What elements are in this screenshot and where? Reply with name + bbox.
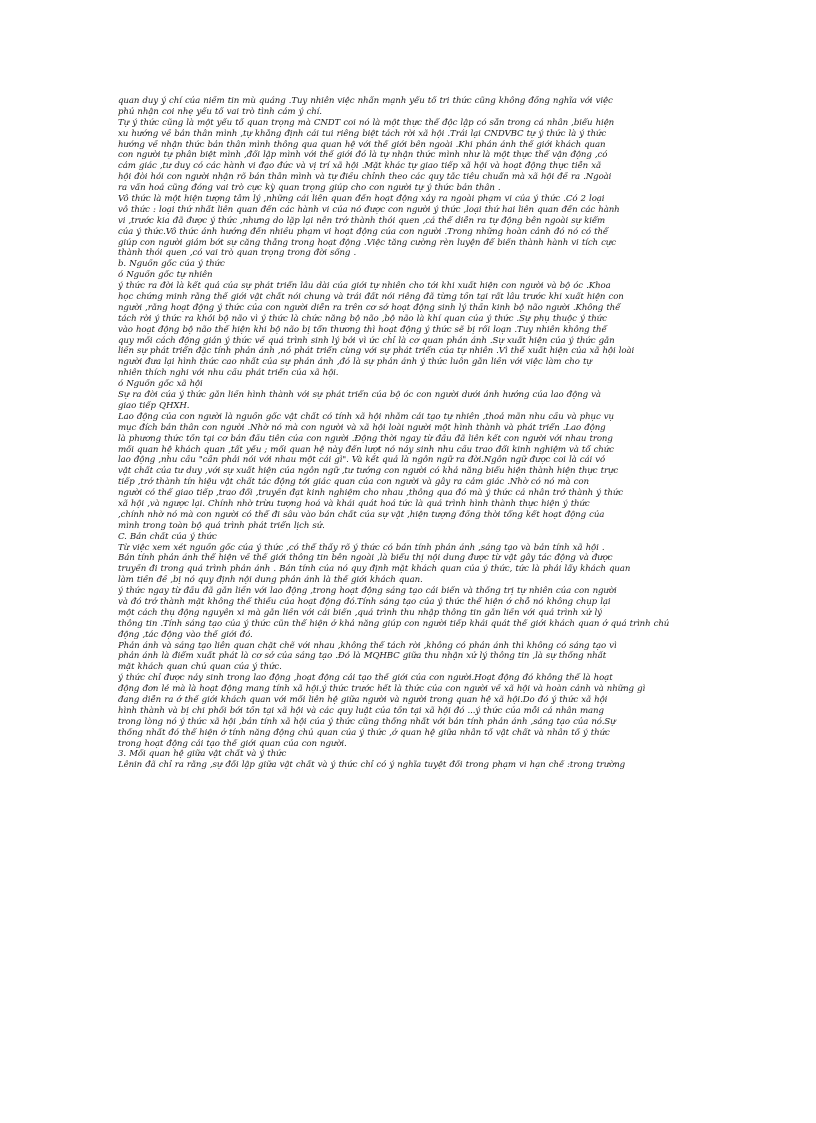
text-line: và đó trở thành mặt không thể thiếu của hoạt động đó.Tính sáng tạo của ý thức thể hiện ở chỗ nó không chụp lại (118, 596, 611, 607)
text-line: Phản ánh và sáng tạo liên quan chặt chẽ với nhau ,không thể tách rời ,không có phản ánh thì không có sáng tạo vì (118, 640, 617, 651)
text-line: Lao động của con người là nguồn gốc vật chất có tính xã hội nhằm cải tạo tự nhiên ,thoả mãn nhu cầu và phục vụ (118, 411, 614, 422)
text-line: vật chất của tư duy ,với sự xuất hiện của ngôn ngữ ,tư tưởng con người có khả năng biểu hiện thành hiện thực trực (118, 466, 619, 477)
text-line: mối quan hệ khách quan ,tất yếu ; mối quan hệ này đến lượt nó nảy sinh nhu cầu trao đổi kinh nghiệm và tổ chức (118, 444, 614, 455)
text-line: giao tiếp QHXH. (118, 400, 190, 411)
text-line: xã hội ,và ngược lại. Chính nhờ trừu tượng hoá và khái quát hoá tức là quá trình hình thành thực hiện ý thức (118, 498, 590, 509)
text-line: là phương thức tồn tại cơ bản đầu tiên của con người .Động thời ngay từ đầu đã liên kết con người với nhau trong (118, 433, 613, 444)
text-line: ra vấn hoá cũng đóng vai trò cực kỳ quan trọng giúp cho con người tự ý thức bản thân . (118, 183, 501, 194)
text-line: 3. Mối quan hệ giữa vật chất và ý thức (118, 749, 287, 760)
text-line: cảm giác ,tư duy có các hành vi đạo đức và vị trí xã hội .Mặt khác tự giao tiếp xã hội và hoạt động thực tiễn xã (118, 161, 602, 172)
text-line: một cách thụ động nguyên xi mà gắn liền với cải biến ,quá trình thu nhập thông tin gắn liền với quá trình xử lý (118, 607, 602, 618)
text-line: lao động ,nhu cầu "cần phải nói với nhau một cái gì". Và kết quả là ngôn ngữ ra đời.Ngôn ngữ được coi là cái vỏ (118, 455, 606, 466)
text-line: vào hoạt động bộ não thể hiện khi bộ não bị tổn thương thì hoạt động ý thức sẽ bị rối loạn .Tuy nhiên không thể (118, 324, 607, 335)
text-line: trong hoạt động cải tạo thế giới quan của con người. (118, 738, 347, 749)
text-line: Sự ra đời của ý thức gắn liền hình thành với sự phát triển của bộ óc con người dưới ảnh hưởng của lao động và (118, 390, 601, 401)
text-line: người đưa lại hình thức cao nhất của sự phản ánh ,đó là sự phản ánh ý thức luôn gắn liền với việc làm cho tự (118, 357, 592, 368)
text-line: ó Nguồn gốc tự nhiên (118, 270, 213, 281)
text-line: Từ việc xem xét nguồn gốc của ý thức ,có thể thấy rõ ý thức có bản tính phản ánh ,sáng tạo và bản tính xã hội . (118, 542, 605, 553)
text-line: vi ,trước kia đã được ý thức ,nhưng do lặp lại nên trở thành thói quen ,cá thể diễn ra tự động bên ngoài sự kiểm (118, 215, 606, 226)
text-line: phản ánh là điểm xuất phát là cơ sở của sáng tạo .Đó là MQHBC giữa thu nhận xử lý thông tin ,là sự thống nhất (118, 651, 607, 662)
text-line: nhiên thích nghi với nhu cầu phát triển của xã hội. (118, 368, 339, 379)
text-line: thành thói quen ,có vai trò quan trọng trong đời sống . (118, 248, 357, 259)
text-line: con người tự phân biệt mình ,đối lập mình với thế giới đó là tự nhận thức mình như là một thực thể vận động ,có (118, 150, 608, 161)
text-line: tách rời ý thức ra khỏi bộ não vì ý thức là chức năng bộ não ,bộ não là khí quan của ý thức .Sự phụ thuộc ý thức (118, 313, 607, 324)
text-line: b. Nguồn gốc của ý thức (118, 259, 225, 270)
text-line: hội đòi hỏi con người nhận rõ bản thân mình và tự điều chỉnh theo các quy tắc tiêu chuẩn mà xã hội đề ra .Ngoài (118, 172, 612, 183)
text-line: tiếp ,trở thành tín hiệu vật chất tác động tới giác quan của con người và gây ra cảm giác .Nhờ có nó mà con (118, 477, 589, 488)
text-line: Vô thức là một hiện tượng tâm lý ,những cái liên quan đến hoạt động xảy ra ngoài phạm vi của ý thức .Có 2 loại (118, 194, 605, 205)
text-line: ý thức chỉ được nảy sinh trong lao động ,hoạt động cải tạo thế giới của con người.Hoạt động đó không thể là hoạt (118, 673, 613, 684)
text-line: động ,tác động vào thế giới đó. (118, 629, 253, 640)
text-line: của ý thức.Vô thức ảnh hưởng đến nhiều phạm vi hoạt động của con người .Trong những hoàn cảnh đó nó có thể (118, 226, 609, 237)
text-line: truyền đi trong quá trình phản ánh . Bản tính của nó quy định mặt khách quan của ý thức, tức là phải lấy khách quan (118, 564, 631, 575)
text-line: ý thức ngay từ đầu đã gắn liền với lao động ,trong hoạt động sáng tạo cải biến và thống trị tự nhiên của con người (118, 586, 617, 597)
text-line: C. Bản chất của ý thức (118, 531, 217, 542)
text-line: người có thể giao tiếp ,trao đổi ,truyền đạt kinh nghiệm cho nhau ,thông qua đó mà ý thức cá nhân trở thành ý thức (118, 488, 623, 499)
text-line: học chứng minh rằng thế giới vật chất nói chung và trái đất nói riêng đã từng tồn tại rất lâu trước khi xuất hiện con (118, 292, 624, 303)
text-line: ý thức ra đời là kết quả của sự phát triển lâu dài của giới tự nhiên cho tới khi xuất hiện con người và bộ óc .Khoa (118, 281, 611, 292)
text-line: làm tiền đề ,bị nó quy định nội dung phản ánh là thế giới khách quan. (118, 575, 423, 586)
text-line: liền sự phát triển đặc tính phản ánh ,nó phát triển cùng với sự phát triển của tự nhiên .Vì thế xuất hiện của xã hội loài (118, 346, 635, 357)
text-line: ,chính nhờ nó mà con người có thể đi sâu vào bản chất của sự vật ,hiện tượng đồng thời tổng kết hoạt động của (118, 509, 605, 520)
text-line: mục đích bản thân con người .Nhờ nó mà con người và xã hội loài người một hình thành và phát triển .Lao động (118, 422, 606, 433)
text-line: động đơn lẻ mà là hoạt động mang tính xã hội.ý thức trước hết là thức của con người về xã hội và hoàn cảnh và những gì (118, 684, 646, 695)
text-line: mình trong toàn bộ quá trình phát triển lịch sử. (118, 520, 325, 531)
text-line: Bản tính phản ánh thể hiện về thế giới thông tin bên ngoài ,là biểu thị nội dung được từ vật gây tác động và được (118, 553, 613, 564)
text-line: phủ nhận coi nhẹ yếu tố vai trò tình cảm ý chí. (118, 106, 322, 117)
text-line: thông tin .Tính sáng tạo của ý thức cũn thể hiện ở khả năng giúp con người tiếp khái quát thế giới khách quan ở quá trình chủ (118, 618, 670, 629)
text-line: quan duy ý chí của niềm tin mù quáng .Tuy nhiên việc nhấn mạnh yếu tố tri thức cũng không đồng nghĩa với việc (118, 96, 613, 106)
document-page (118, 96, 698, 771)
text-line: hình thành và bị chi phối bởi tồn tại xã hội và các quy luật của tồn tại xã hội đó ...ý thức của mỗi cá nhân mang (118, 705, 604, 716)
text-line: ó Nguồn gốc xã hội (118, 379, 203, 390)
text-line: mặt khách quan chủ quan của ý thức. (118, 662, 282, 673)
text-line: trong lòng nó ý thức xã hội ,bản tính xã hội của ý thức cũng thống nhất với bản tính phản ánh ,sáng tạo của nó.Sự (118, 716, 616, 727)
text-line: Lênin đã chỉ ra rằng ,sự đối lập giữa vật chất và ý thức chỉ có ý nghĩa tuyệt đối trong phạm vi hạn chế :trong trường (118, 760, 626, 771)
text-line: giúp con người giảm bớt sự căng thẳng trong hoạt động .Việc tăng cường rèn luyện để biến thành hành vi tích cực (118, 237, 616, 248)
text-line: đang diễn ra ở thế giới khách quan với mối liên hệ giữa người và người trong quan hệ xã hội.Do đó ý thức xã hội (118, 694, 608, 705)
text-line: hướng về nhận thức bản thân mình thông qua quan hệ với thế giới bên ngoài .Khi phản ánh thế giới khách quan (118, 139, 606, 150)
text-line: người ,rằng hoạt động ý thức của con người diễn ra trên cơ sở hoạt động sinh lý thần kinh bộ não người .Không thể (118, 302, 621, 313)
text-line: thống nhất đó thể hiện ở tính năng động chủ quan của ý thức ,ở quan hệ giữa nhân tố vật chất và nhân tố ý thức (118, 727, 610, 738)
text-line: quy mối cách động giản ý thức về quá trình sinh lý bởi vì ức chỉ là cơ quan phản ánh .Sự xuất hiện của ý thức gắn (118, 335, 615, 346)
text-line: xu hướng về bản thân mình ,tự khẳng định cái tui riêng biệt tách rời xã hội .Trái lại CNDVBC tự ý thức là ý thức (118, 128, 607, 139)
text-line: vô thức : loại thứ nhất liên quan đến các hành vi của nó được con người ý thức ,loại thứ hai liên quan đến các hành (118, 204, 620, 215)
text-line: Tự ý thức cũng là một yếu tố quan trọng mà CNDT coi nó là một thực thể độc lập có sẵn trong cá nhân ,biểu hiện (118, 117, 615, 128)
